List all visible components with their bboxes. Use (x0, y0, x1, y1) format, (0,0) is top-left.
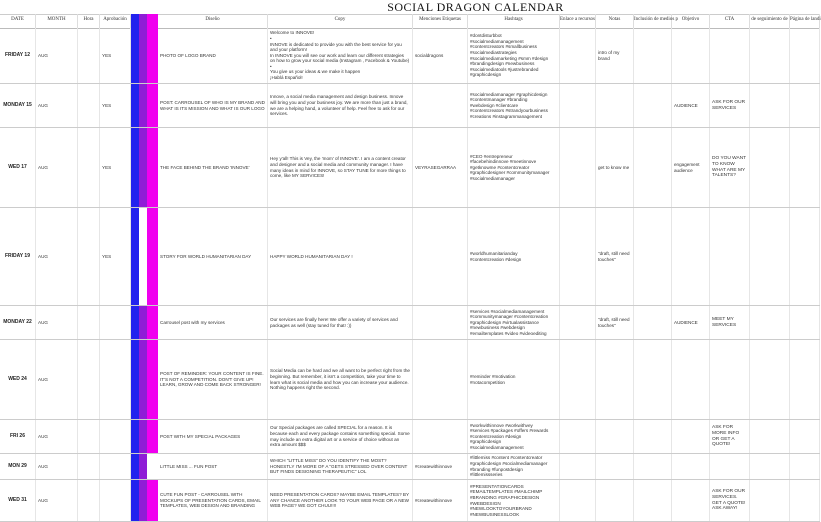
cell-objective[interactable] (672, 420, 710, 453)
cell-hashtags[interactable]: #littlemiss #content #contentcreator #graphicdesign #socialmediamanager #branding #funpostdesign #littlemissseries (468, 454, 560, 479)
cell-month[interactable]: AUG (36, 420, 78, 453)
cell-month[interactable]: AUG (36, 208, 78, 305)
cell-date[interactable]: FRIDAY 12 (0, 28, 36, 83)
cell-hashtags[interactable]: #workwithinnove #workwithvey #services #packages #offers #rewards #contentcreation #design #graphicdesign #socialmediamanagement (468, 420, 560, 453)
header-approval[interactable]: Aprobación (100, 14, 131, 28)
cell-approval[interactable] (100, 480, 131, 521)
cell-hour[interactable] (78, 128, 100, 207)
cell-objective[interactable] (672, 454, 710, 479)
cell-media[interactable] (634, 420, 672, 453)
cell-date[interactable]: MON 29 (0, 454, 36, 479)
table-row (0, 208, 820, 306)
cell-hour[interactable] (78, 208, 100, 305)
table-row (0, 454, 820, 480)
cell-date[interactable]: WED 31 (0, 480, 36, 521)
cell-notes[interactable]: "draft, still need touches" (596, 208, 634, 305)
cell-design[interactable]: LITTLE MISS ... FUN POST (158, 454, 268, 479)
cell-mentions[interactable] (413, 84, 468, 127)
cell-media[interactable] (634, 340, 672, 419)
table-row (0, 340, 820, 420)
cell-notes[interactable] (596, 84, 634, 127)
cell-approval[interactable] (100, 306, 131, 339)
cell-copy[interactable]: Our services are finally here! We offer a variety of services and packages as well (stay tuned for that! :)) (268, 306, 413, 339)
cell-hashtags[interactable]: #reminder #motivation #notacompetition (468, 340, 560, 419)
cell-design[interactable]: PHOTO OF LOGO BRAND (158, 28, 268, 83)
cell-cta[interactable] (710, 454, 750, 479)
cell-hour[interactable] (78, 340, 100, 419)
cell-date[interactable]: MONDAY 22 (0, 306, 36, 339)
cell-cta[interactable] (710, 28, 750, 83)
cell-notes[interactable] (596, 420, 634, 453)
table-row (0, 128, 820, 208)
table-row (0, 28, 820, 84)
cell-mentions[interactable] (413, 208, 468, 305)
cell-hour[interactable] (78, 28, 100, 83)
cell-mentions[interactable]: socialdragons (413, 28, 468, 83)
cell-month[interactable]: AUG (36, 340, 78, 419)
cell-cta[interactable]: MEET MY SERVICES (710, 306, 750, 339)
header-design[interactable]: Diseño (158, 14, 268, 28)
cell-links[interactable] (560, 480, 596, 521)
cell-approval[interactable]: YES (100, 128, 131, 207)
cell-cta[interactable] (710, 340, 750, 419)
cell-copy[interactable]: Innove, a social media management and design business. Innove will bring you and your business joy. We are more than just a brand, we are a helping hand, a volunteer of help. Feel free to ask for our services. (268, 84, 413, 127)
cell-hashtags[interactable]: #CEO #entrepreneur #facebehindinnove #meetinnove #getknowme #contentcreator #graphicdesigner #communitymanager #socialmediamanager (468, 128, 560, 207)
cell-hour[interactable] (78, 420, 100, 453)
cell-objective[interactable] (672, 28, 710, 83)
cell-objective[interactable]: AUDIENCE (672, 84, 710, 127)
cell-mentions[interactable]: #createwithinnove (413, 454, 468, 479)
cell-mentions[interactable]: VEYRASEGARRAA (413, 128, 468, 207)
cell-links[interactable] (560, 454, 596, 479)
calendar-title[interactable]: SOCIAL DRAGON CALENDAR (387, 0, 564, 14)
cell-links[interactable] (560, 84, 596, 127)
cell-media[interactable] (634, 454, 672, 479)
cell-notes[interactable]: intro of my brand (596, 28, 634, 83)
cell-hashtags[interactable]: #PRESENTATIONCARDS #EMAILTEMPLATES #MAILCHIMP #BRANDING #GRAPHICDESIGN #WEBDESIGN #NEWLOOKTOYOURBRAND #NEWBUSINESSLOOK (468, 480, 560, 521)
header-date[interactable]: DATE (0, 14, 36, 28)
cell-hour[interactable] (78, 454, 100, 479)
header-landing[interactable]: Página de landi (790, 14, 820, 28)
header-links[interactable]: Enlace a recursos (560, 14, 596, 28)
cell-tracking[interactable] (750, 306, 790, 339)
header-copy[interactable]: Copy (268, 14, 413, 28)
header-notes[interactable]: Notas (596, 14, 634, 28)
header-mentions[interactable]: Menciones Etiquetas (413, 14, 468, 28)
cell-tracking[interactable] (750, 208, 790, 305)
cell-month[interactable]: AUG (36, 480, 78, 521)
header-hour[interactable]: Hora (78, 14, 100, 28)
cell-hashtags[interactable]: #socialmediamanager #graphicdesign #contentmanager #branding #webdesign #clientcare #contentcreators #strandyourbusiness #creations #instagrammanagement (468, 84, 560, 127)
cell-landing[interactable] (790, 454, 820, 479)
cell-design[interactable]: POST WITH MY SPECIAL PACKAGES (158, 420, 268, 453)
cell-copy[interactable]: Welcome to INNOVE! • INNOVE is dedicated to provide you with the best service for you and your platform! In INNOVE you will see our work and learn our different strategies on how to grow your social media (Instagram , Facebook & Youtube) • You give us your ideas & we make it happen ¡Hablá Español! (268, 28, 413, 83)
cell-media[interactable] (634, 84, 672, 127)
cell-landing[interactable] (790, 306, 820, 339)
cell-objective[interactable]: AUDIENCE (672, 306, 710, 339)
cell-date[interactable]: WED 17 (0, 128, 36, 207)
cell-copy[interactable]: HAPPY WORLD HUMANITARIAN DAY ! (268, 208, 413, 305)
cell-mentions[interactable] (413, 340, 468, 419)
cell-design[interactable]: CUTE FUN POST - CARROUSEL WITH MOCKUPS OF PRESENTATION CARDS, EMAIL TEMPLATES, WEB DESIGN AND BRANDING (158, 480, 268, 521)
table-row (0, 306, 820, 340)
cell-landing[interactable] (790, 84, 820, 127)
cell-design[interactable]: POST OF REMINDER: YOUR CONTENT IS FINE. IT'S NOT A COMPETITION. DON'T GIVE UP! LEARN, GROW AND COME BACK STRONGER! (158, 340, 268, 419)
header-cta[interactable]: CTA (710, 14, 750, 28)
cell-landing[interactable] (790, 28, 820, 83)
cell-cta[interactable] (710, 208, 750, 305)
cell-approval[interactable] (100, 454, 131, 479)
cell-hashtags[interactable]: #services #socialmediamanagement #communitymanager #contentcreation #graphicdesign #virtualassistance #newbusiness #webdesign #emailtemplates #video #videoediting (468, 306, 560, 339)
cell-tracking[interactable] (750, 28, 790, 83)
cell-date[interactable]: MONDAY 15 (0, 84, 36, 127)
header-media[interactable]: Inclusión de medios p (634, 14, 672, 28)
cell-landing[interactable] (790, 340, 820, 419)
cell-mentions[interactable] (413, 420, 468, 453)
cell-landing[interactable] (790, 128, 820, 207)
cell-approval[interactable]: YES (100, 28, 131, 83)
cell-design[interactable]: Carrousel post with my services (158, 306, 268, 339)
cell-media[interactable] (634, 28, 672, 83)
cell-media[interactable] (634, 208, 672, 305)
cell-design[interactable]: THE FACE BEHIND THE BRAND 'INNOVE' (158, 128, 268, 207)
cell-month[interactable]: AUG (36, 84, 78, 127)
cell-tracking[interactable] (750, 128, 790, 207)
cell-notes[interactable]: "draft, still need touches" (596, 306, 634, 339)
cell-links[interactable] (560, 340, 596, 419)
cell-month[interactable]: AUG (36, 306, 78, 339)
cell-hour[interactable] (78, 84, 100, 127)
cell-media[interactable] (634, 128, 672, 207)
cell-tracking[interactable] (750, 480, 790, 521)
cell-objective[interactable] (672, 480, 710, 521)
cell-tracking[interactable] (750, 420, 790, 453)
cell-approval[interactable] (100, 340, 131, 419)
table-row (0, 84, 820, 128)
cell-copy[interactable]: Hey y'all! This is Vey, the 'mom' of INNOVE'. I am a content creator and designer and a social media and community manager. I have many ideas in mind for INNOVE, so STAY TUNE for more things to come, like MY SERVICES! (268, 128, 413, 207)
cell-links[interactable] (560, 28, 596, 83)
header-objective[interactable]: Objetivo (672, 14, 710, 28)
cell-links[interactable] (560, 128, 596, 207)
cell-links[interactable] (560, 208, 596, 305)
cell-copy[interactable]: Our Special packages are called SPECIAL for a reason. It is because each and every package contains something special. Some may include an extra digital art or a service of choice without an extra amount $$$ (268, 420, 413, 453)
cell-tracking[interactable] (750, 84, 790, 127)
cell-landing[interactable] (790, 480, 820, 521)
cell-month[interactable]: AUG (36, 28, 78, 83)
cell-cta[interactable]: ASK FOR OUR SERVICES (710, 84, 750, 127)
cell-hashtags[interactable]: #worldhumanitarianday #contentcreation #design (468, 208, 560, 305)
cell-mentions[interactable]: #createwithinnove (413, 480, 468, 521)
cell-hashtags[interactable]: #dontdisturbbot #socialmediamanagement #contentcreators #smallbusiness #socialmediastrategies #socialmediamarketing #smm #design #brandingdesign #newbusiness #socialmediatools #justrebranded #graphicdesign (468, 28, 560, 83)
cell-approval[interactable]: YES (100, 208, 131, 305)
cell-month[interactable]: AUG (36, 128, 78, 207)
header-hashtags[interactable]: Hashtags (468, 14, 560, 28)
cell-cta[interactable]: DO YOU WANT TO KNOW WHAT ARE MY TALENTS? (710, 128, 750, 207)
cell-tracking[interactable] (750, 340, 790, 419)
cell-date[interactable]: FRI 26 (0, 420, 36, 453)
cell-copy[interactable]: NEED PRESENTATION CARDS? MAYBE EMAIL TEMPLATES? BY ANY CHANCE ANOTHER LOOK TO YOUR WEB PAGE OR A NEW WEB PAGE? WE GOT CHUU!!!! (268, 480, 413, 521)
table-row (0, 420, 820, 454)
table-row (0, 480, 820, 522)
header-row (0, 14, 820, 29)
cell-cta[interactable]: ASK FOR OUR SERVICES. GET A QUOTE! ASK AWAY! (710, 480, 750, 521)
header-month[interactable]: MONTH (36, 14, 78, 28)
cell-notes[interactable] (596, 454, 634, 479)
cell-hour[interactable] (78, 306, 100, 339)
cell-objective[interactable] (672, 340, 710, 419)
cell-mentions[interactable] (413, 306, 468, 339)
cell-copy[interactable]: WHICH "LITTLE MISS" DO YOU IDENTIFY THE MOST? HONESTLY I'M MORE OF A "GETS STRESSED OVER CONTENT BUT FINDS DESIGNING THERAPEUTIC" LOL (268, 454, 413, 479)
cell-approval[interactable]: YES (100, 84, 131, 127)
cell-notes[interactable] (596, 480, 634, 521)
cell-landing[interactable] (790, 208, 820, 305)
cell-cta[interactable]: ASK FOR MORE INFO OR GET A QUOTE! (710, 420, 750, 453)
cell-links[interactable] (560, 420, 596, 453)
cell-date[interactable]: FRIDAY 19 (0, 208, 36, 305)
header-tracking[interactable]: de seguimiento de (750, 14, 790, 28)
cell-notes[interactable]: get to know me (596, 128, 634, 207)
cell-copy[interactable]: Social Media can be hard and we all want to be perfect right from the beginning. But remember, it isn't a competition, take your time to learn what is social media and how you can increase your audience. Nothing happens right the second. (268, 340, 413, 419)
cell-objective[interactable] (672, 208, 710, 305)
cell-tracking[interactable] (750, 454, 790, 479)
cell-landing[interactable] (790, 420, 820, 453)
cell-date[interactable]: WED 24 (0, 340, 36, 419)
cell-month[interactable]: AUG (36, 454, 78, 479)
cell-hour[interactable] (78, 480, 100, 521)
cell-objective[interactable]: engagement audience (672, 128, 710, 207)
title-row (0, 0, 820, 15)
cell-design[interactable]: POST: CARROUSEL OF WHO IS MY BRAND AND WHAT IS ITS MISSION AND WHAT IS OUR LOGO (158, 84, 268, 127)
cell-media[interactable] (634, 480, 672, 521)
cell-design[interactable]: STORY FOR WORLD HUMANITARIAN DAY (158, 208, 268, 305)
cell-links[interactable] (560, 306, 596, 339)
cell-approval[interactable] (100, 420, 131, 453)
cell-media[interactable] (634, 306, 672, 339)
cell-notes[interactable] (596, 340, 634, 419)
